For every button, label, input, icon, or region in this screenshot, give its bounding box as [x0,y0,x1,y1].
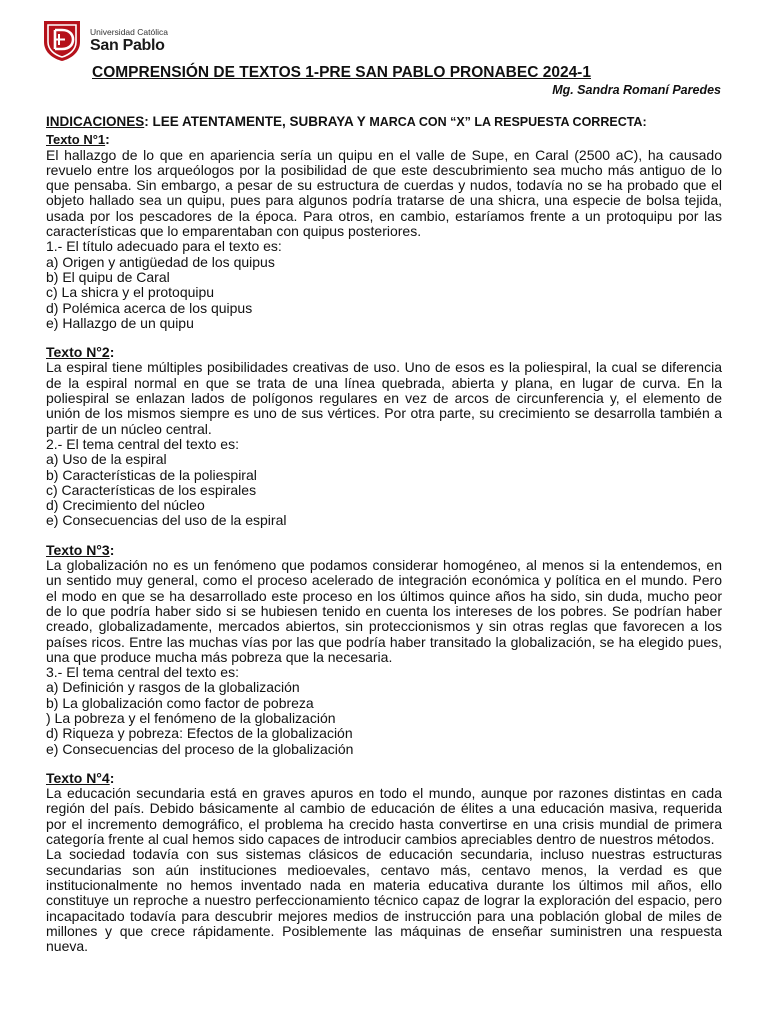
text-4-heading: Texto N°4 [46,769,110,786]
option-1d[interactable]: d) Polémica acerca de los quipus [46,299,253,316]
option-2c[interactable]: c) Características de los espirales [46,481,257,498]
option-3c[interactable]: ) La pobreza y el fenómeno de la globalización [46,709,336,726]
option-1b[interactable]: b) El quipu de Caral [46,268,170,285]
text-4-paragraph-2: La sociedad todavía con sus sistemas clásicos de educación secundaria, incluso nuestras estructuras secundarias son aún instituciones medioevales, centavo más, centavo menos, la verdad es que institucionalmente no hemos inventado nada en materia educativa durante los últimos mil años, ello constituye un reproche a nuestro perfeccionamiento técnico capaz de lograr la exploración del espacio, pero incapacitado todavía para descubrir mejores medios de instrucción para una población global de miles de millones y que crece rápidamente. Posiblemente las máquinas de enseñar suministren una respuesta nueva. [46,846,722,955]
text-2-heading-line: Texto N°2: [46,344,115,361]
option-1c[interactable]: c) La shicra y el protoquipu [46,284,215,301]
question-1: 1.- El título adecuado para el texto es: [46,238,282,255]
option-2d[interactable]: d) Crecimiento del núcleo [46,497,205,514]
shield-logo-icon [40,18,84,62]
instructions-text: : LEE ATENTAMENTE, SUBRAYA Y [144,114,370,129]
document-title: COMPRENSIÓN DE TEXTOS 1-PRE SAN PABLO PRONABEC 2024-1 [92,64,591,81]
option-3d[interactable]: d) Riqueza y pobreza: Efectos de la globalización [46,725,353,742]
instructions [46,114,722,130]
text-3-heading: Texto N°3 [46,541,110,558]
university-logo [40,18,180,64]
option-3e[interactable]: e) Consecuencias del proceso de la globalización [46,740,354,757]
university-name: San Pablo [90,37,165,54]
text-1-paragraph: El hallazgo de lo que en apariencia sería un quipu en el valle de Supe, en Caral (2500 aC), ha causado revuelo entre los arqueólogos por la posibilidad de que este descubrimiento sea mucho más antiguo de lo que pensaba. Sin embargo, a pesar de su estructura de cuerdas y nudos, todavía no se ha probado que el objeto hallado sea un quipu, pues para algunos podría tratarse de una shicra, una especie de bolsa tejida, usada por los pescadores de la época. Para otros, en cambio, estaríamos frente a un protoquipu por las características que lo emparentaban con quipus posteriores. [46,146,722,240]
text-3-paragraph: La globalización no es un fenómeno que podamos considerar homogéneo, al menos si la entendemos, en un sentido muy general, como el proceso acelerado de integración económica y política en el mundo. Pero el modo en que se ha desarrollado este proceso en los últimos quince años ha sido, sin duda, mucho peor de lo que podría haber sido si se hubiesen tenido en cuenta los intereses de los pobres. Se podrían haber creado, globalizadamente, mercados abiertos, sin proteccionismos y sin otras reglas que favorecen a los países ricos. Entre las muchas vías por las que podría haber transitado la globalización, se ha elegido pues, una que produce mucha más pobreza que la necesaria. [46,557,722,665]
university-small-label: Universidad Católica [90,27,168,37]
question-2: 2.- El tema central del texto es: [46,435,239,452]
text-1-heading-line: Texto N°1: [46,131,110,148]
text-2-heading: Texto N°2 [46,344,110,361]
option-3a[interactable]: a) Definición y rasgos de la globalización [46,679,300,696]
option-1a[interactable]: a) Origen y antigüedad de los quipus [46,253,275,270]
option-3b[interactable]: b) La globalización como factor de pobreza [46,694,314,711]
text-4-paragraph-1: La educación secundaria está en graves apuros en todo el mundo, aunque por razones distintas en cada región del país. Debido básicamente al cambio de educación de élites a una educación masiva, requerida por el incremento demográfico, el problema ha crecido hasta convertirse en una crisis mundial de primera categoría frente al cual hemos sido capaces de introducir cambios apreciables dentro de nuestros métodos. [46,785,722,848]
question-3: 3.- El tema central del texto es: [46,664,239,681]
option-2b[interactable]: b) Características de la poliespiral [46,466,257,483]
instructions-text-small: MARCA CON “X” LA RESPUESTA CORRECTA: [369,115,647,129]
text-3-heading-line: Texto N°3: [46,541,115,558]
text-1-heading: Texto N°1 [46,132,106,148]
author-name: Mg. Sandra Romaní Paredes [552,83,721,97]
text-2-paragraph: La espiral tiene múltiples posibilidades creativas de uso. Uno de esos es la poliespiral, la cual se diferencia de la espiral normal en que se trata de una línea quebrada, abierta y plana, en lugar de curva. En la poliespiral se enlazan lados de polígonos regulares en vez de arcos de circunferencia y, el elemento de unión de los mismos siempre es uno de sus vértices. Por otra parte, su crecimiento se desarrolla también a partir de un núcleo central. [46,359,722,437]
text-4-heading-line: Texto N°4: [46,769,115,786]
option-1e[interactable]: e) Hallazgo de un quipu [46,314,194,331]
instructions-label: INDICACIONES [46,114,145,129]
option-2e[interactable]: e) Consecuencias del uso de la espiral [46,512,287,529]
document-body [46,114,722,954]
option-2a[interactable]: a) Uso de la espiral [46,451,167,468]
